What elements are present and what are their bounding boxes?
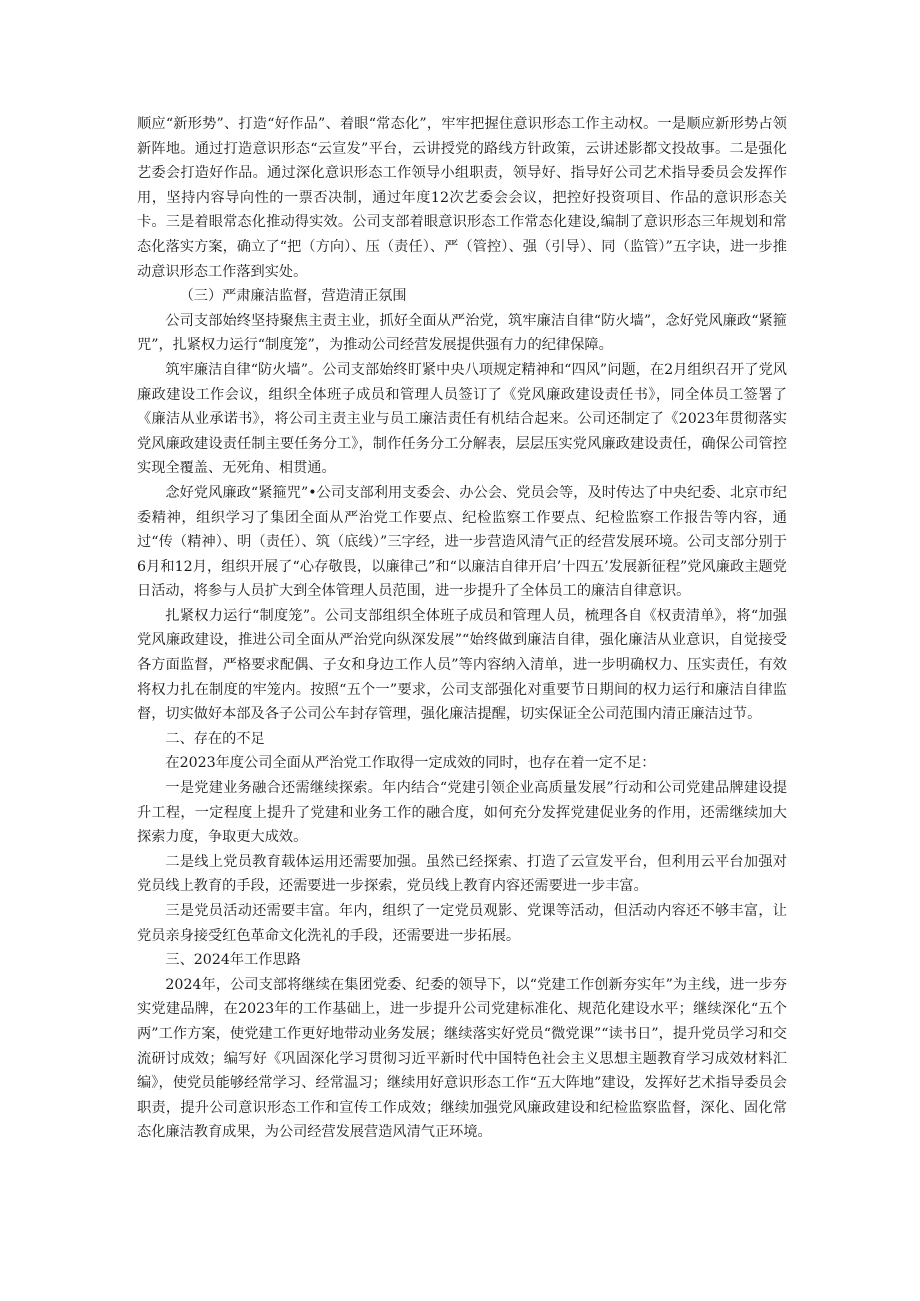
paragraph: 扎紧权力运行“制度笼”。公司支部组织全体班子成员和管理人员，梳理各自《权责清单》，将“加强党风廉政建设，推进公司全面从严治党向纵深发展”“始终做到廉洁自律，强化廉洁从业意识，自觉接受各方面监督，严格要求配偶、子女和身边工作人员”等内容纳入清单，进一步明确权力、压实责任，有效将权力扎在制度的牢笼内。按照“五个一”要求，公司支部强化对重要节日期间的权力运行和廉洁自律监督，切实做好本部及各子公司公车封存管理，强化廉洁提醒，切实保证全公司范围内清正廉洁过节。: [137, 607, 787, 723]
paragraph: 二是线上党员教育载体运用还需要加强。虽然已经探索、打造了云宣发平台，但利用云平台加强对党员线上教育的手段，还需要进一步探索，党员线上教育内容还需要进一步丰富。: [137, 853, 787, 895]
paragraph: 2024年，公司支部将继续在集团党委、纪委的领导下，以“党建工作创新夯实年”为主线，进一步夯实党建品牌，在2023年的工作基础上，进一步提升公司党建标准化、规范化建设水平；继续深化“五个两”工作方案，使党建工作更好地带动业务发展；继续落实好党员“微党课”“读书日”，提升党员学习和交流研讨成效；编写好《巩固深化学习贯彻习近平新时代中国特色社会主义思想主题教育学习成效材料汇编》，使党员能够经常学习、经常温习；继续用好意识形态工作“五大阵地”建设，发挥好艺术指导委员会职责，提升公司意识形态工作和宣传工作成效；继续加强党风廉政建设和纪检监察监督，深化、固化常态化廉洁教育成果，为公司经营发展营造风清气正环境。: [137, 976, 787, 1141]
section-heading: 三、2024年工作思路: [165, 952, 301, 969]
paragraph: 三是党员活动还需要丰富。年内，组织了一定党员观影、党课等活动，但活动内容还不够丰富，让党员亲身接受红色革命文化洗礼的手段，还需要进一步拓展。: [137, 903, 787, 944]
paragraph-continued: 顺应“新形势”、打造“好作品”、着眼“常态化”，牢牢把握住意识形态工作主动权。一是顺应新形势占领新阵地。通过打造意识形态“云宣发”平台，云讲授党的路线方针政策，云讲述影都文投故事。二是强化艺委会打造好作品。通过深化意识形态工作领导小组职责，领导好、指导好公司艺术指导委员会发挥作用，坚持内容导向性的一票否决制，通过年度12次艺委会会议，把控好投资项目、作品的意识形态关卡。三是着眼常态化推动得实效。公司支部着眼意识形态工作常态化建设,编制了意识形态三年规划和常态化落实方案，确立了“把（方向）、压（责任）、严（管控）、强（引导）、同（监管）”五字诀，进一步推动意识形态工作落到实处。: [137, 116, 787, 280]
paragraph: 公司支部始终坚持聚焦主责主业，抓好全面从严治党，筑牢廉洁自律“防火墙”，念好党风廉政“紧箍咒”，扎紧权力运行“制度笼”，为推动公司经营发展提供强有力的纪律保障。: [137, 312, 787, 354]
paragraph: 念好党风廉政“紧箍咒”•公司支部利用支委会、办公会、党员会等，及时传达了中央纪委、北京市纪委精神，组织学习了集团全面从严治党工作要点、纪检监察工作要点、纪检监察工作报告等内容，通过“传（精神）、明（责任）、筑（底线）”三字经，进一步营造风清气正的经营发展环境。公司支部分别于6月和12月，组织开展了“心存敬畏，以廉律己”和“以廉洁自律开启’十四五’发展新征程”党风廉政主题党日活动，将参与人员扩大到全体管理人员范围，进一步提升了全体员工的廉洁自律意识。: [137, 484, 787, 600]
paragraph: 一是党建业务融合还需继续探索。年内结合“党建引领企业高质量发展”行动和公司党建品牌建设提升工程，一定程度上提升了党建和业务工作的融合度，如何充分发挥党建促业务的作用，还需继续加大探索力度，争取更大成效。: [137, 780, 787, 846]
paragraph: 筑牢廉洁自律“防火墙”。公司支部始终盯紧中央八项规定精神和“四风”问题，在2月组织召开了党风廉政建设工作会议，组织全体班子成员和管理人员签订了《党风廉政建设责任书》，同全体员工签署了《廉洁从业承诺书》，将公司主责主业与员工廉洁责任有机结合起来。公司还制定了《2023年贯彻落实党风廉政建设责任制主要任务分工》，制作任务分工分解表，层层压实党风廉政建设责任，确保公司管控实现全覆盖、无死角、相贯通。: [137, 361, 787, 477]
paragraph: 在2023年度公司全面从严治党工作取得一定成效的同时，也存在着一定不足：: [165, 755, 656, 772]
section-subheading: （三）严肃廉洁监督，营造清正氛围: [179, 288, 407, 305]
section-heading: 二、存在的不足: [165, 730, 265, 747]
document-page: [137, 112, 787, 1145]
